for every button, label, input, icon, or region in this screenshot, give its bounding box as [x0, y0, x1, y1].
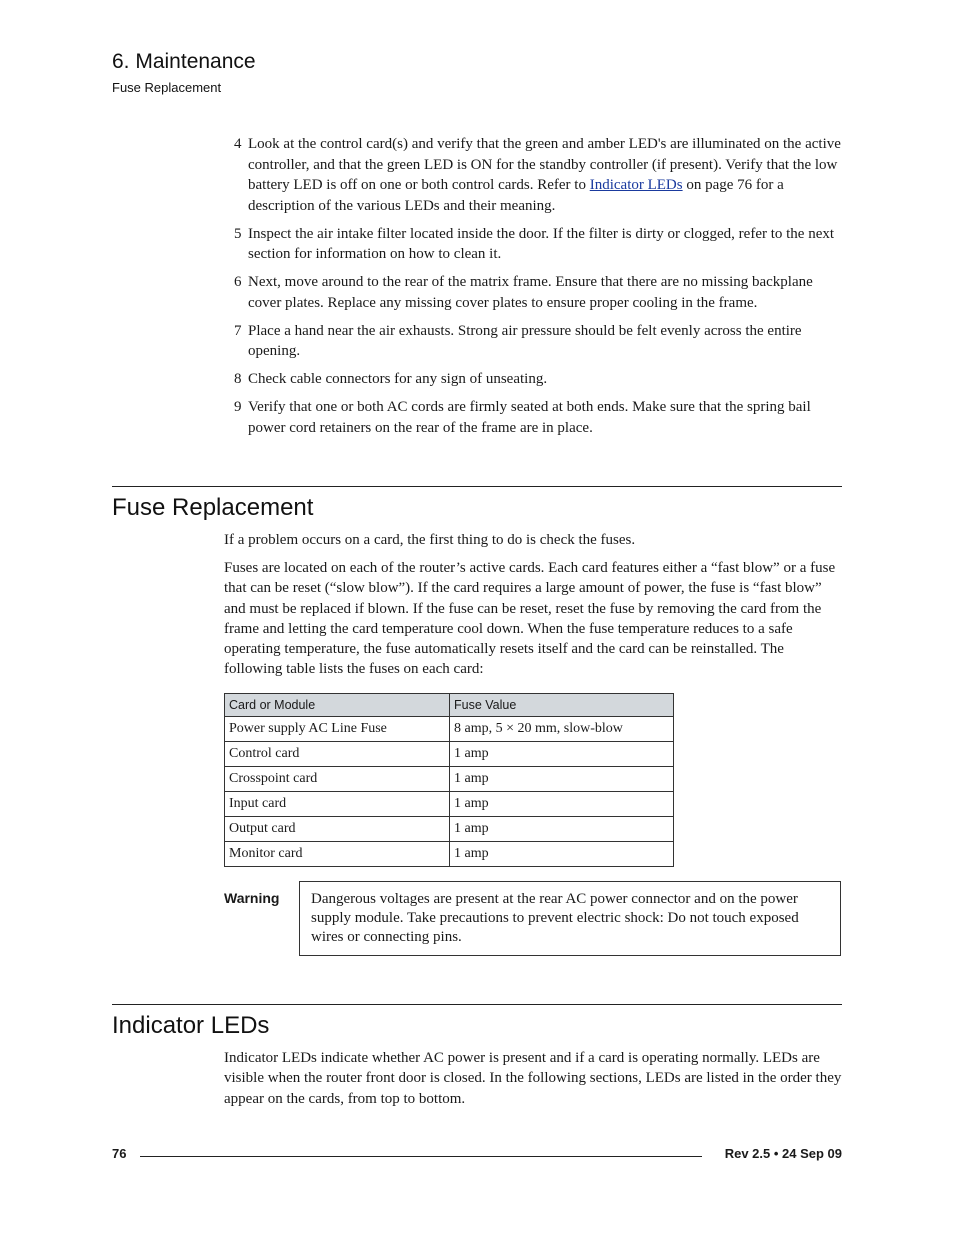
step-text: Look at the control card(s) and verify that the green and amber LED's are illuminated on the active controller, and that the green LED is ON for the standby controller (if present). Verify that the low battery LED is off on one or both control cards. Refer to Indicator LEDs on page 76 for a description of the various LEDs and their meaning. — [248, 136, 841, 214]
cell-fuse-value: 1 amp — [450, 767, 674, 792]
fuse-body-paragraph: Fuses are located on each of the router’s active cards. Each card features either a “fast blow” or a fuse that can be reset (“slow blow”). If the card requires a large amount of power, the fuse is “fast blow” and must be replaced if blown. If the fuse can be reset, reset the fuse by removing the card from the frame and letting the card temperature cool down. When the fuse temperature reduces to a safe operating temperature, the fuse automatically resets itself and the card can be reinstalled. The following table lists the fuses on each card: — [224, 560, 836, 678]
table-row — [225, 767, 674, 792]
cell-card: Output card — [225, 817, 450, 842]
chapter-title: 6. Maintenance — [112, 50, 256, 73]
warning-text: Dangerous voltages are present at the rear AC power connector and on the power supply module. Take precautions to prevent electric shock: Do not touch exposed wires or connecting pins. — [311, 891, 799, 945]
list-item — [230, 224, 842, 265]
cell-fuse-value: 1 amp — [450, 842, 674, 867]
table-row — [225, 842, 674, 867]
table-row — [225, 742, 674, 767]
fuse-table — [224, 693, 674, 867]
indicator-leds-heading: Indicator LEDs — [112, 1012, 270, 1039]
list-item — [230, 134, 842, 216]
step-number: 7 — [234, 322, 242, 339]
cell-card: Monitor card — [225, 842, 450, 867]
step-text: Inspect the air intake filter located inside the door. If the filter is dirty or clogged, refer to the next section for information on how to clean it. — [248, 225, 835, 262]
revision-label: Rev 2.5 • 24 Sep 09 — [724, 1146, 842, 1161]
procedure-steps — [230, 134, 842, 446]
table-header-row — [225, 694, 674, 717]
step-number: 9 — [234, 399, 242, 415]
section-subtitle: Fuse Replacement — [112, 80, 222, 95]
step-number: 5 — [234, 225, 242, 242]
cell-card: Power supply AC Line Fuse — [225, 717, 450, 742]
cell-card: Input card — [225, 792, 450, 817]
warning-label: Warning — [224, 890, 280, 906]
fuse-intro-paragraph: If a problem occurs on a card, the first thing to do is check the fuses. — [224, 532, 636, 548]
cell-fuse-value: 1 amp — [450, 742, 674, 767]
section-divider — [112, 1004, 842, 1005]
table-row — [225, 717, 674, 742]
cell-card: Crosspoint card — [225, 767, 450, 792]
cell-card: Control card — [225, 742, 450, 767]
table-row — [225, 817, 674, 842]
cell-fuse-value: 8 amp, 5 × 20 mm, slow-blow — [450, 717, 674, 742]
column-header-card: Card or Module — [225, 694, 450, 717]
list-item — [230, 397, 842, 438]
step-text: Check cable connectors for any sign of unseating. — [248, 371, 548, 387]
page-number: 76 — [112, 1146, 127, 1161]
step-number: 8 — [234, 371, 242, 387]
list-item — [230, 369, 842, 390]
step-number: 4 — [234, 136, 242, 152]
step-text: Place a hand near the air exhausts. Strong air pressure should be felt evenly across the entire opening. — [248, 322, 802, 359]
table-row — [225, 792, 674, 817]
column-header-fuse-value: Fuse Value — [450, 694, 674, 717]
cell-fuse-value: 1 amp — [450, 817, 674, 842]
fuse-replacement-heading: Fuse Replacement — [112, 494, 314, 521]
footer-divider — [140, 1156, 702, 1157]
section-divider — [112, 486, 842, 487]
warning-box — [299, 881, 841, 956]
list-item — [230, 321, 842, 362]
step-number: 6 — [234, 274, 242, 290]
step-text: Next, move around to the rear of the matrix frame. Ensure that there are no missing backplane cover plates. Replace any missing cover plates to ensure proper cooling in the frame. — [248, 274, 813, 311]
list-item — [230, 272, 842, 313]
step-text: Verify that one or both AC cords are firmly seated at both ends. Make sure that the spring bail power cord retainers on the rear of the frame are in place. — [248, 399, 811, 436]
leds-body-paragraph: Indicator LEDs indicate whether AC power is present and if a card is operating normally. LEDs are visible when the router front door is closed. In the following sections, LEDs are listed in the order they appear on the cards, from top to bottom. — [224, 1050, 842, 1107]
indicator-leds-link[interactable]: Indicator LEDs — [589, 177, 683, 193]
cell-fuse-value: 1 amp — [450, 792, 674, 817]
